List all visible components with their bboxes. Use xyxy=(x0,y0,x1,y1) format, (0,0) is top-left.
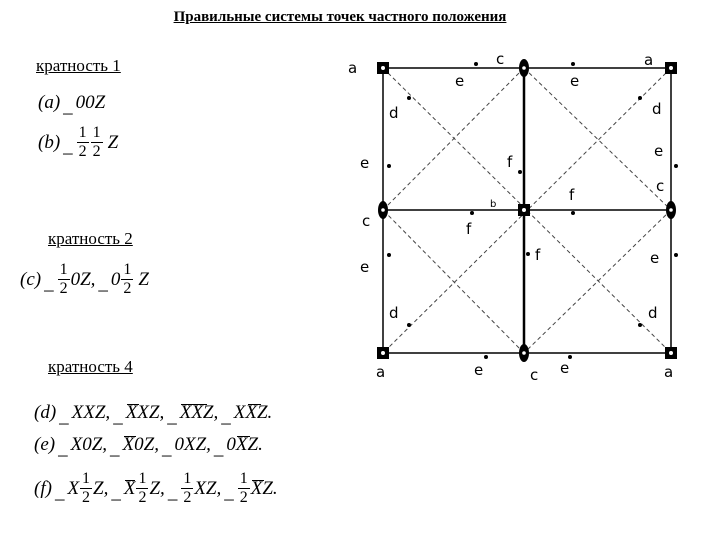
svg-text:c: c xyxy=(496,50,505,68)
svg-text:e: e xyxy=(360,154,370,172)
formula-d-label: (d) xyxy=(34,402,57,423)
formula-b-z: Z xyxy=(107,131,119,153)
svg-text:c: c xyxy=(530,366,539,384)
svg-text:f: f xyxy=(569,186,575,204)
formula-a-label: (a) xyxy=(38,92,61,113)
formula-c-sep-2: _ xyxy=(98,272,108,294)
formula-e-label: (e) xyxy=(34,434,56,455)
formula-c-z: Z xyxy=(138,268,149,290)
svg-text:e: e xyxy=(654,142,664,160)
heading-multiplicity-4: кратность 4 xyxy=(48,357,133,376)
svg-text:e: e xyxy=(650,249,660,267)
formula-c-frac-2: $\frac{1}{2}$ xyxy=(123,261,132,297)
svg-text:f: f xyxy=(535,246,541,264)
svg-text:f: f xyxy=(466,220,472,238)
formula-c-sep: _ xyxy=(44,272,54,294)
formula-d-term-1: XXZ, xyxy=(71,402,111,423)
svg-text:a: a xyxy=(376,363,386,381)
svg-text:c: c xyxy=(362,212,371,230)
formula-e-term-4: 0XZ. xyxy=(226,434,263,455)
svg-text:b: b xyxy=(490,199,497,210)
formula-b-frac-1: $\frac{1}{2}$ xyxy=(78,124,87,160)
formula-e-term-1: X0Z, xyxy=(70,434,108,455)
svg-text:e: e xyxy=(570,72,580,90)
svg-text:e: e xyxy=(360,258,370,276)
svg-text:e: e xyxy=(560,359,570,377)
svg-text:d: d xyxy=(389,304,399,322)
heading-multiplicity-2: кратность 2 xyxy=(48,229,133,248)
formula-b-frac-2: $\frac{1}{2}$ xyxy=(92,124,101,160)
formula-b-label: (b) xyxy=(38,131,61,153)
svg-text:e: e xyxy=(474,361,484,379)
formula-c-part-2: 0 xyxy=(110,268,121,290)
page-title: Правильные системы точек частного положения xyxy=(173,9,507,25)
formula-d-term-4: XXZ. xyxy=(233,402,273,423)
formula-f: (f) _ X $\frac{1}{2}$ Z, _ X $\frac{1}{2}$ Z, _ $\frac{1}{2}$ XZ, _ $\frac{1}{2}$ XZ. xyxy=(34,470,278,506)
diagram-labels xyxy=(348,50,673,384)
svg-text:d: d xyxy=(389,104,399,122)
heading-multiplicity-1: кратность 1 xyxy=(36,56,121,75)
svg-text:f: f xyxy=(507,153,513,171)
formula-a-sep: _ xyxy=(63,96,73,117)
formula-e-term-3: 0XZ, xyxy=(174,434,211,455)
svg-text:a: a xyxy=(348,59,358,77)
svg-text:a: a xyxy=(644,51,654,69)
svg-text:d: d xyxy=(648,304,658,322)
formula-c-label: (c) xyxy=(20,268,42,290)
svg-text:e: e xyxy=(455,72,465,90)
formula-b-sep: _ xyxy=(63,135,73,157)
svg-text:c: c xyxy=(656,177,665,195)
formula-c-part-1: 0Z, xyxy=(70,268,96,290)
formula-e: (e) _ X0Z, _ X0Z, _ 0XZ, _ 0XZ. xyxy=(34,434,263,459)
formula-d-term-2: XXZ, xyxy=(125,402,165,423)
formula-f-label: (f) xyxy=(34,477,52,499)
formula-d: (d) _ XXZ, _ XXZ, _ XXZ, _ XXZ. xyxy=(34,402,273,427)
svg-text:d: d xyxy=(652,100,662,118)
formula-d-term-3: XXZ, xyxy=(179,402,219,423)
formula-e-term-2: X0Z, xyxy=(122,434,159,455)
formula-c-frac-1: $\frac{1}{2}$ xyxy=(59,261,68,297)
formula-a-coords: 00Z xyxy=(75,92,106,113)
svg-text:a: a xyxy=(664,363,674,381)
